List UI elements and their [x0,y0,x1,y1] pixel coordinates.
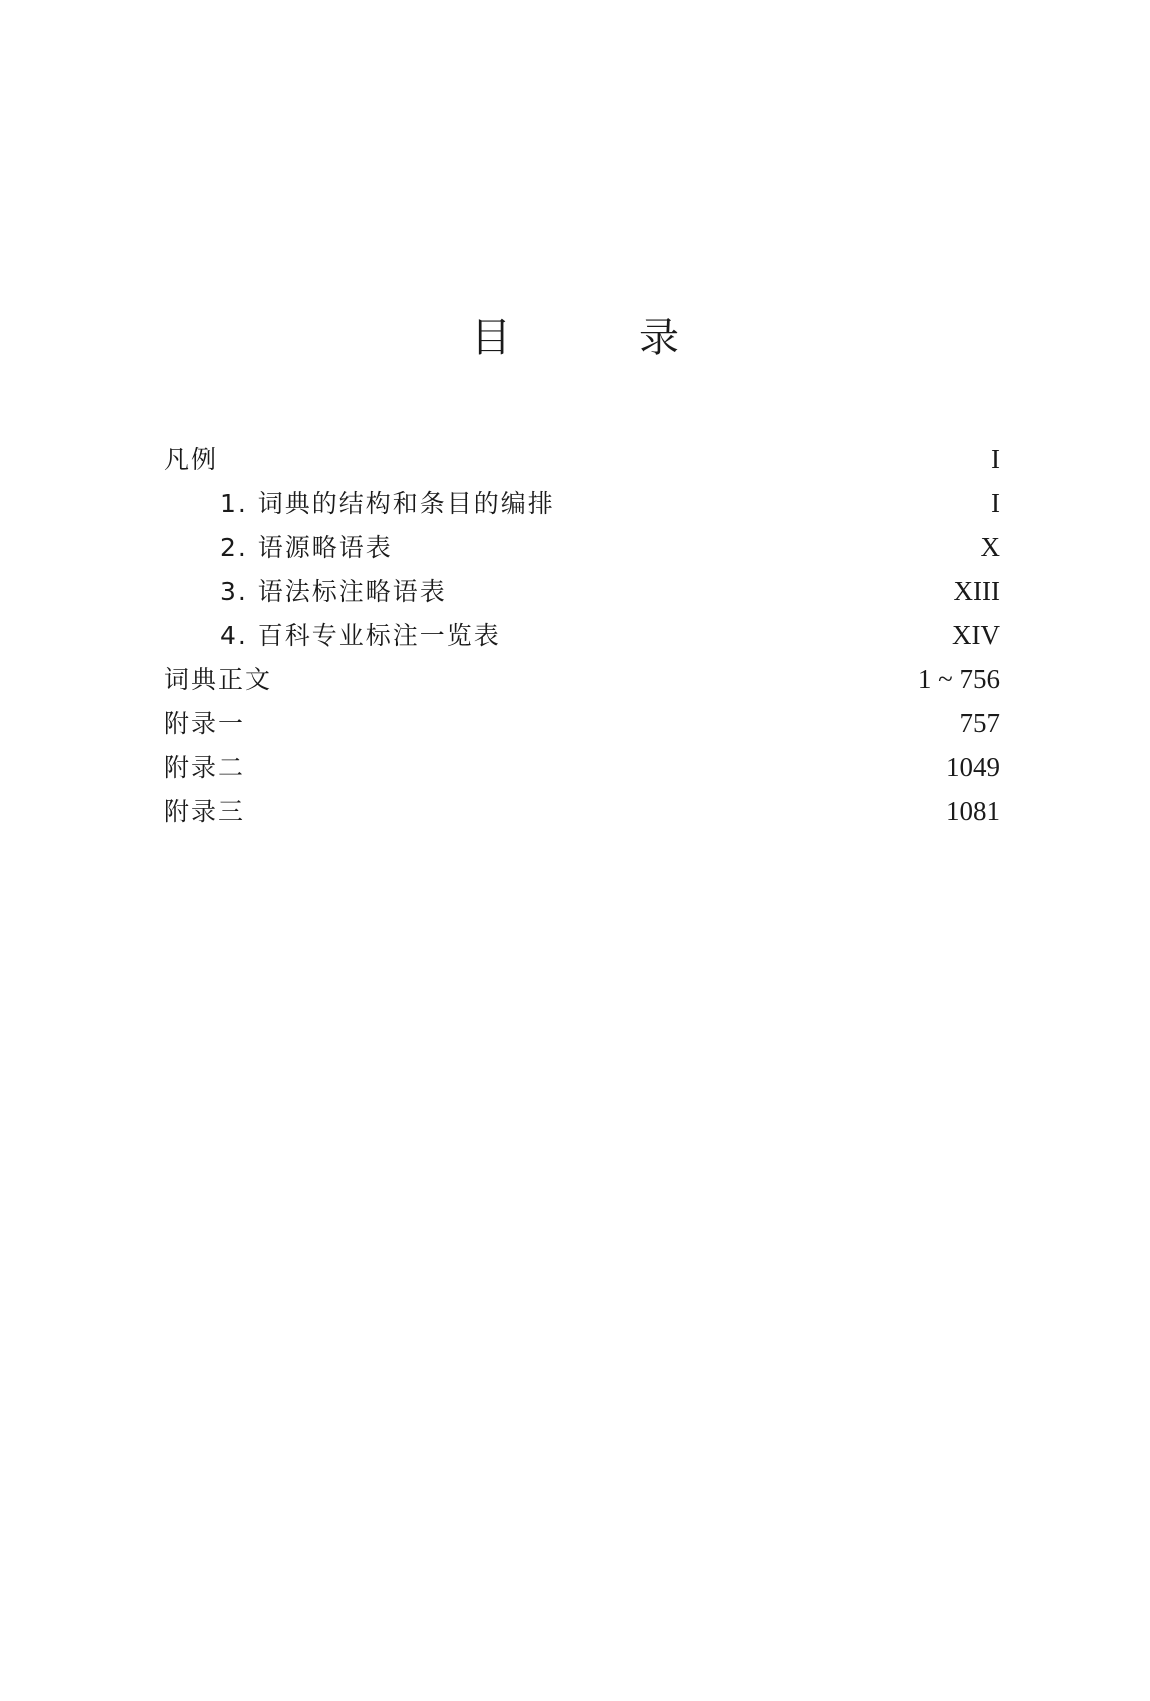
toc-entry-page: X [980,532,1000,562]
toc-entry-label: 3. 语法标注略语表 [220,577,447,606]
toc-entry-page: I [991,488,1000,518]
toc-entry-subject-labels [164,613,1000,657]
toc-entry-label: 附录三 [164,797,246,826]
toc-entry-etymology-abbr [164,525,1000,569]
toc-entry-appendix-3 [164,789,1000,833]
toc-entry-page: XIV [952,620,1000,650]
page-title: 目 录 [471,315,723,361]
toc-entry-page: 1081 [946,796,1000,826]
toc-entry-grammar-abbr [164,569,1000,613]
toc-entry-label: 凡例 [164,445,219,474]
toc-entry-label: 附录一 [164,709,246,738]
toc-entry-page: 757 [959,708,1000,738]
toc-entry-page: I [991,444,1000,474]
toc-entry-main-text [164,657,1000,701]
toc-entry-label: 4. 百科专业标注一览表 [220,621,501,650]
toc-entry-label: 2. 语源略语表 [220,533,393,562]
toc-entry-structure [164,481,1000,525]
table-of-contents [164,437,1000,833]
toc-entry-page: XIII [953,576,1000,606]
toc-entry-page: 1049 [946,752,1000,782]
toc-entry-appendix-1 [164,701,1000,745]
toc-entry-label: 1. 词典的结构和条目的编排 [220,489,555,518]
toc-entry-fanli [164,437,1000,481]
toc-entry-label: 附录二 [164,753,246,782]
toc-entry-appendix-2 [164,745,1000,789]
toc-entry-page: 1 ~ 756 [917,664,1000,694]
toc-entry-label: 词典正文 [164,665,273,694]
